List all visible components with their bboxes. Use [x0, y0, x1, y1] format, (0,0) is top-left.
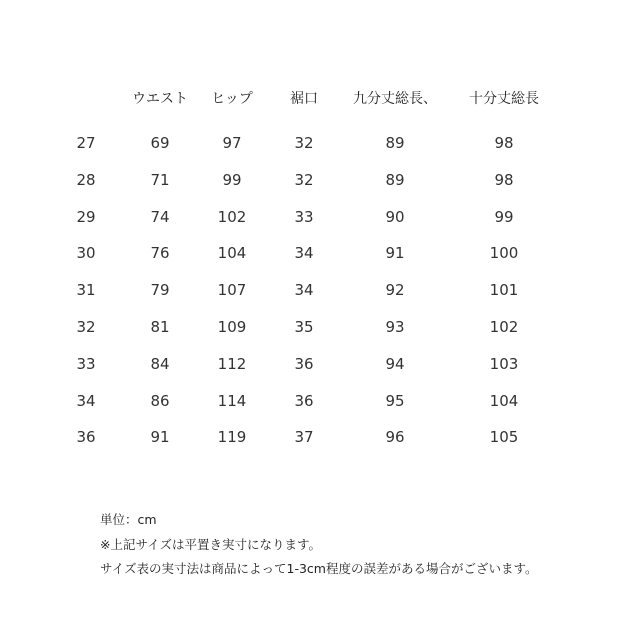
table-cell: 99	[494, 208, 514, 226]
size-label: 32	[76, 318, 96, 336]
table-cell: 74	[150, 208, 170, 226]
table-cell: 79	[150, 281, 170, 299]
column-header: 十分丈総長	[469, 91, 539, 107]
size-label: 34	[76, 392, 96, 410]
table-cell: 92	[385, 281, 405, 299]
notes	[100, 508, 537, 582]
table-cell: 105	[489, 428, 519, 446]
table-cell: 95	[385, 392, 405, 410]
table-cell: 34	[294, 244, 314, 262]
table-cell: 101	[489, 281, 519, 299]
table-cell: 100	[489, 244, 519, 262]
table-cell: 102	[217, 208, 247, 226]
size-label: 33	[76, 355, 96, 373]
table-cell: 112	[217, 355, 247, 373]
table-cell: 98	[494, 134, 514, 152]
table-cell: 36	[294, 355, 314, 373]
table-cell: 71	[150, 171, 170, 189]
column-header: 裾口	[290, 91, 318, 107]
table-cell: 91	[385, 244, 405, 262]
size-label: 30	[76, 244, 96, 262]
size-label: 27	[76, 134, 96, 152]
table-cell: 114	[217, 392, 247, 410]
column-header: ヒップ	[211, 91, 253, 107]
table-cell: 34	[294, 281, 314, 299]
table-cell: 91	[150, 428, 170, 446]
column-header: ウエスト	[132, 91, 188, 107]
table-cell: 89	[385, 171, 405, 189]
table-cell: 84	[150, 355, 170, 373]
flat-measure-note: ※上記サイズは平置き実寸になります。	[100, 536, 321, 552]
table-cell: 96	[385, 428, 405, 446]
table-cell: 86	[150, 392, 170, 410]
table-cell: 32	[294, 171, 314, 189]
table-cell: 104	[489, 392, 519, 410]
table-cell: 33	[294, 208, 314, 226]
table-cell: 99	[222, 171, 242, 189]
table-cell: 98	[494, 171, 514, 189]
table-cell: 102	[489, 318, 519, 336]
table-cell: 76	[150, 244, 170, 262]
table-cell: 93	[385, 318, 405, 336]
table-cell: 89	[385, 134, 405, 152]
size-label: 36	[76, 428, 96, 446]
table-cell: 35	[294, 318, 314, 336]
table-cell: 94	[385, 355, 405, 373]
table-cell: 103	[489, 355, 519, 373]
table-cell: 32	[294, 134, 314, 152]
table-cell: 69	[150, 134, 170, 152]
table-cell: 36	[294, 392, 314, 410]
table-cell: 119	[217, 428, 247, 446]
table-cell: 90	[385, 208, 405, 226]
size-label: 31	[76, 281, 96, 299]
measurement-error-note: サイズ表の実寸法は商品によって1-3cm程度の誤差がある場合がございます。	[100, 561, 538, 576]
table-cell: 104	[217, 244, 247, 262]
table-cell: 37	[294, 428, 314, 446]
table-cell: 109	[217, 318, 247, 336]
column-header: 九分丈総長、	[353, 91, 437, 107]
size-label: 28	[76, 171, 96, 189]
table-cell: 97	[222, 134, 242, 152]
table-cell: 107	[217, 281, 247, 299]
size-label: 29	[76, 208, 96, 226]
table-cell: 81	[150, 318, 170, 336]
unit-note: 単位：cm	[100, 512, 157, 527]
